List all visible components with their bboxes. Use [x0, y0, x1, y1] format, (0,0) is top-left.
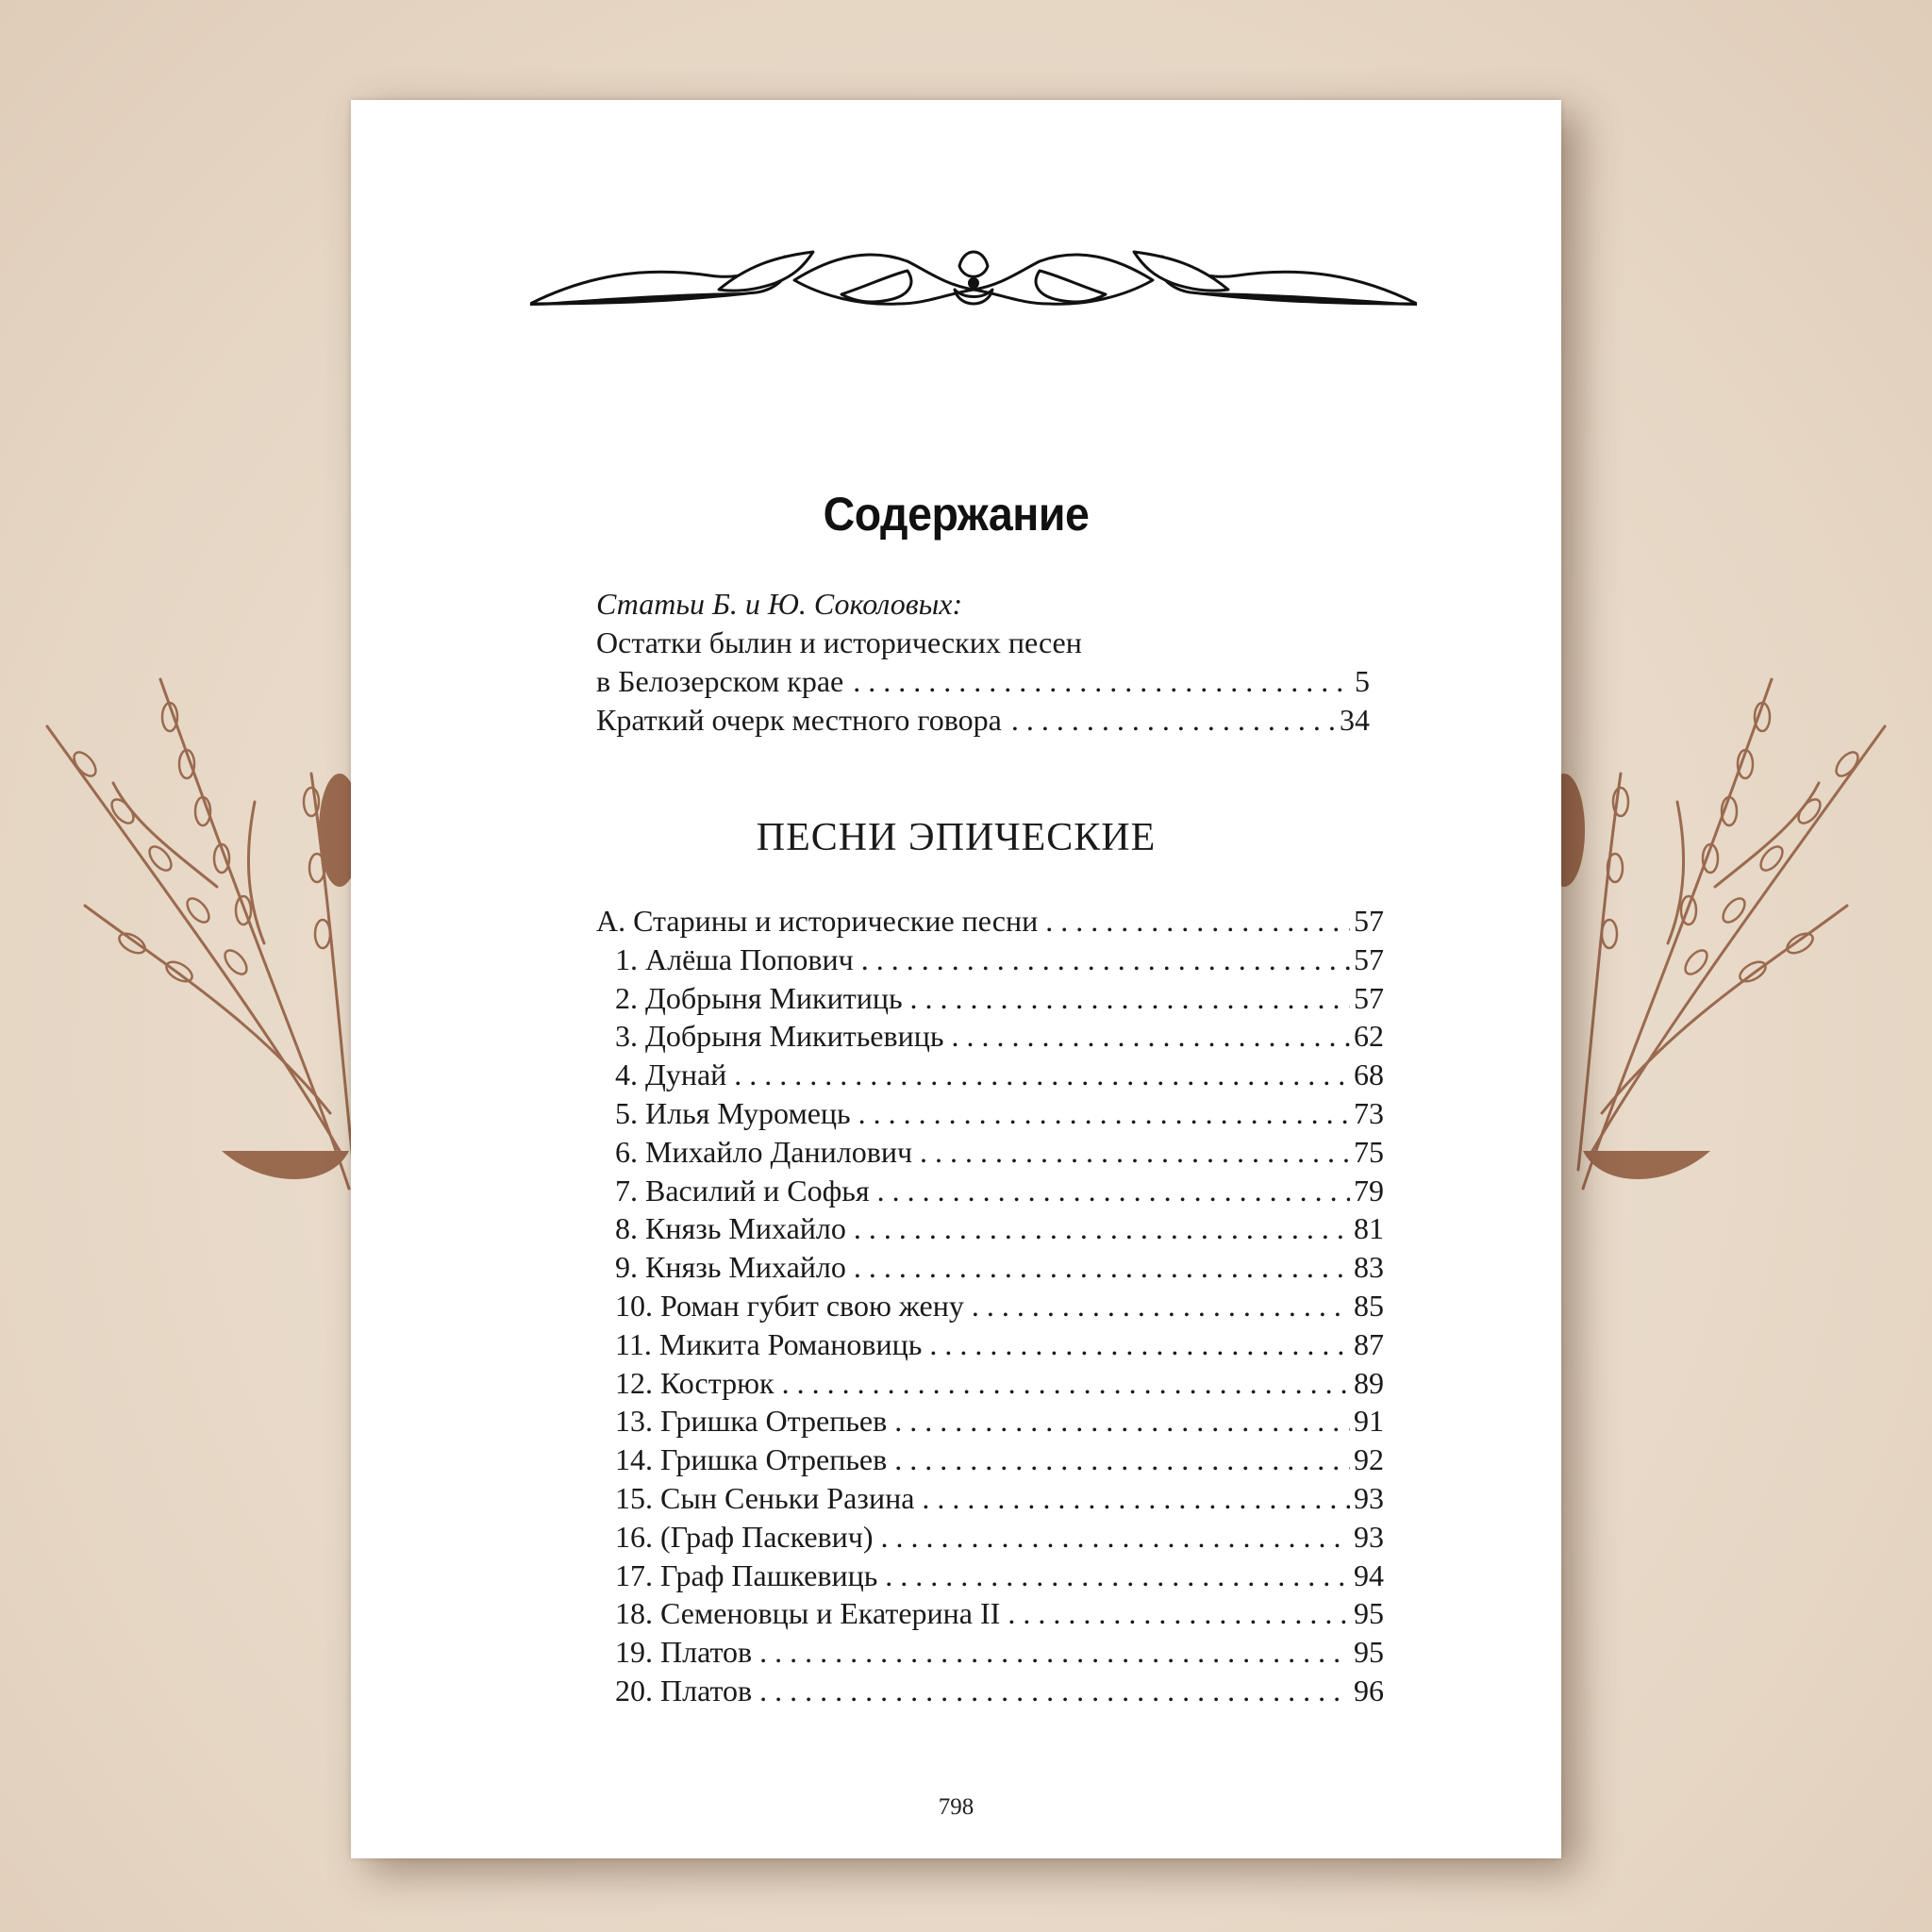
toc-entry-label: 20. Платов — [615, 1673, 753, 1707]
toc-entry-label: 3. Добрыня Микитьевиць — [615, 1019, 944, 1054]
leader-dots — [929, 1325, 1350, 1364]
leader-dots — [894, 1402, 1350, 1441]
toc-entry-page: 92 — [1354, 1442, 1384, 1477]
leader-dots — [881, 1518, 1350, 1557]
toc-entry-page: 83 — [1354, 1250, 1384, 1285]
leader-dots — [894, 1441, 1350, 1479]
toc-entry[interactable] — [596, 1209, 1384, 1248]
toc-entry-label: 1. Алёша Попович — [615, 941, 854, 976]
toc-entry[interactable] — [596, 1633, 1384, 1672]
leader-dots — [877, 1172, 1350, 1210]
leader-dots — [910, 979, 1350, 1018]
toc-entry-page: 96 — [1354, 1673, 1384, 1707]
toc-entry[interactable] — [596, 1518, 1384, 1557]
article-entry-label: Краткий очерк местного говора — [596, 703, 1002, 737]
toc-entry-label: 5. Илья Муромець — [615, 1095, 851, 1130]
toc-entry-page: 85 — [1354, 1288, 1384, 1323]
book-page — [351, 100, 1561, 1858]
toc-entry[interactable] — [596, 1557, 1384, 1595]
section-heading: ПЕСНИ ЭПИЧЕСКИЕ — [756, 816, 1157, 859]
toc-entry[interactable] — [596, 1402, 1384, 1441]
toc-entry[interactable] — [596, 1594, 1384, 1633]
toc-entry-page: 57 — [1354, 980, 1384, 1015]
leader-dots — [885, 1557, 1350, 1595]
toc-entry[interactable] — [596, 1441, 1384, 1479]
toc-entry-page: 87 — [1354, 1326, 1384, 1361]
leader-dots — [1045, 902, 1350, 941]
toc-entry-list — [596, 902, 1384, 1710]
toc-entry[interactable] — [596, 1094, 1384, 1133]
leader-dots — [854, 1248, 1350, 1287]
toc-entry-page: 91 — [1354, 1404, 1384, 1439]
toc-entry-label: 13. Гришка Отрепьев — [615, 1404, 888, 1439]
toc-entry-page: 94 — [1354, 1557, 1384, 1592]
toc-entry[interactable] — [596, 1325, 1384, 1364]
toc-entry[interactable] — [596, 1287, 1384, 1325]
leader-dots — [854, 1209, 1350, 1248]
leader-dots — [759, 1633, 1350, 1672]
toc-entry-page: 68 — [1354, 1058, 1384, 1092]
scroll-ornament-icon — [530, 238, 1417, 323]
willow-branch-icon — [1507, 660, 1904, 1245]
toc-entry-page: 75 — [1354, 1134, 1384, 1169]
leader-dots — [1008, 1594, 1350, 1633]
toc-entry-page: 62 — [1354, 1019, 1384, 1054]
toc-entry-page: 79 — [1354, 1173, 1384, 1208]
toc-entry-label: 15. Сын Сеньки Разина — [615, 1480, 915, 1515]
toc-entry-page: 95 — [1354, 1596, 1384, 1631]
toc-entry[interactable] — [596, 1364, 1384, 1403]
toc-entry-label: 9. Князь Михайло — [615, 1250, 846, 1285]
toc-entry-label: 18. Семеновцы и Екатерина II — [615, 1596, 1001, 1631]
article-entry[interactable] — [596, 701, 1370, 740]
toc-entry[interactable] — [596, 941, 1384, 979]
article-entry[interactable] — [596, 662, 1370, 701]
toc-entry-label: 7. Василий и Софья — [615, 1173, 870, 1208]
toc-entry[interactable] — [596, 1672, 1384, 1710]
article-entry-page: 5 — [1355, 664, 1370, 698]
leader-dots — [922, 1479, 1350, 1518]
toc-entry-label: 6. Михайло Данилович — [615, 1134, 913, 1169]
leader-dots — [951, 1017, 1350, 1056]
leader-dots — [972, 1287, 1350, 1325]
articles-section — [596, 585, 1370, 740]
leader-dots — [920, 1133, 1350, 1172]
toc-entry-label: 14. Гришка Отрепьев — [615, 1442, 888, 1477]
page-number: 798 — [938, 1794, 974, 1820]
toc-entry-page: 95 — [1354, 1635, 1384, 1670]
toc-entry-label: А. Старины и исторические песни — [596, 904, 1039, 938]
toc-entry-page: 57 — [1354, 904, 1384, 938]
toc-entry[interactable] — [596, 979, 1384, 1018]
toc-entry[interactable] — [596, 1133, 1384, 1172]
toc-entry-page: 81 — [1354, 1211, 1384, 1246]
toc-entry-label: 12. Кострюк — [615, 1365, 774, 1400]
leader-dots — [782, 1364, 1350, 1403]
articles-authors: Статьи Б. и Ю. Соколовых: — [596, 587, 963, 621]
article-entry-line1: Остатки былин и исторических песен — [596, 625, 1082, 659]
toc-entry[interactable] — [596, 1172, 1384, 1210]
leader-dots — [858, 1094, 1350, 1133]
toc-entry-label: 19. Платов — [615, 1635, 753, 1670]
toc-entry[interactable] — [596, 1056, 1384, 1094]
leader-dots — [759, 1672, 1350, 1710]
toc-entry-page: 57 — [1354, 941, 1384, 976]
toc-entry[interactable] — [596, 1248, 1384, 1287]
leader-dots — [861, 941, 1350, 979]
toc-entry-page: 93 — [1354, 1480, 1384, 1515]
toc-entry[interactable] — [596, 902, 1384, 941]
toc-entry-page: 93 — [1354, 1519, 1384, 1554]
article-entry-label: в Белозерском крае — [596, 664, 844, 698]
leader-dots — [1011, 701, 1336, 740]
toc-entry[interactable] — [596, 1017, 1384, 1056]
leader-dots — [734, 1056, 1350, 1094]
toc-entry-label: 10. Роман губит свою жену — [615, 1288, 964, 1323]
toc-entry[interactable] — [596, 1479, 1384, 1518]
toc-entry-label: 8. Князь Михайло — [615, 1211, 846, 1246]
toc-entry-label: 4. Дунай — [615, 1058, 727, 1092]
toc-entry-label: 2. Добрыня Микитиць — [615, 980, 903, 1015]
toc-title: Содержание — [823, 488, 1090, 541]
toc-entry-label: 11. Микита Романовиць — [615, 1326, 923, 1361]
leader-dots — [853, 662, 1351, 701]
toc-entry-page: 89 — [1354, 1365, 1384, 1400]
article-entry-page: 34 — [1340, 703, 1370, 737]
toc-entry-label: 17. Граф Пашкевиць — [615, 1557, 878, 1592]
toc-entry-page: 73 — [1354, 1095, 1384, 1130]
toc-entry-label: 16. (Граф Паскевич) — [615, 1519, 874, 1554]
